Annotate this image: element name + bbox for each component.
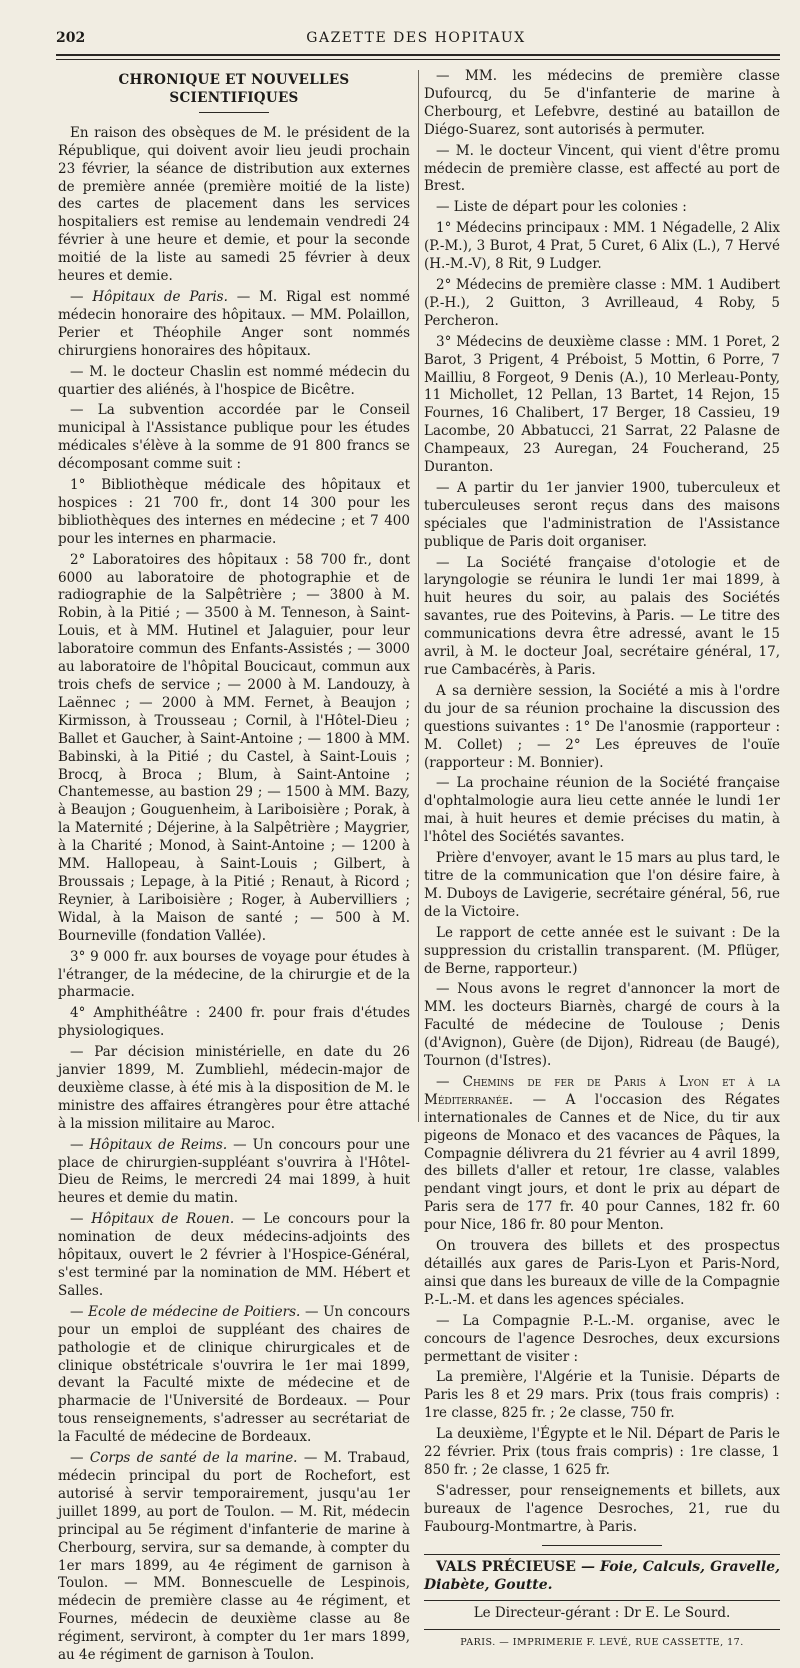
news-heading: Hôpitaux de Paris. (92, 288, 228, 305)
section-rule (199, 112, 269, 113)
news-heading: Hôpitaux de Reims. (89, 1136, 228, 1153)
ad-rule-top (424, 1554, 780, 1555)
left-column (58, 68, 410, 1668)
news-heading: Corps de santé de la marine. (89, 1450, 298, 1467)
ad-text: — Foie, Calculs, Gravelle, Diabète, Goutte. (424, 1558, 781, 1593)
news-paragraph: Prière d'envoyer, avant le 15 mars au plus tard, le titre de la communication que l'on désire faire, à M. Duboys de Lavigerie, secrétaire général, 56, rue de la Victoire. (424, 850, 780, 920)
news-text: — Un concours pour un emploi de suppléant des chaires de pathologie et de clinique chirurgicales et de clinique obstétricale s'ouvrira le 1er mai 1899, devant la Faculté mixte de médecine et de pharmacie de l'Université de Bordeaux. — Pour tous renseignements, s'adresser au secrétariat de la Faculté de médecine de Bordeaux. (58, 1303, 410, 1446)
news-text: — M. Trabaud, médecin principal du port de Rochefort, est autorisé à servir temporairement, jusqu'au 1er juillet 1899, au port de Toulon. — M. Rit, médecin principal au 5e régiment d'infanterie de marine à Cherbourg, servira, sur sa demande, à compter du 1er mars 1899, au 4e régiment de garnison à Toulon. — MM. Bonnescuelle de Lespinois, médecin de première classe au 4e régiment, et Fournes, médecin de deuxième classe au 8e régiment, serviront, à compter du 1er mars 1899, au 4e régiment de garnison à Toulon. (58, 1450, 411, 1664)
ad-brand: VALS PRÉCIEUSE (436, 1558, 576, 1575)
news-text: — A l'occasion des Régates internationales de Cannes et de Nice, du tir aux pigeons de Monaco et des vacances de Pâques, la Compagnie délivrera du 21 février au 4 avril 1899, des billets d'aller et retour, 1re classe, valables pendant vingt jours, et dont le prix au départ de Paris sera de 177 fr. 40 pour Cannes, 182 fr. 60 pour Nice, 186 fr. 80 pour Menton. (424, 1091, 780, 1234)
news-paragraph: 3° 9 000 fr. aux bourses de voyage pour études à l'étranger, de la médecine, de la chirurgie et de la pharmacie. (58, 948, 410, 1001)
footer-rule (424, 1629, 780, 1630)
news-paragraph: — Hôpitaux de Rouen. — Le concours pour la nomination de deux médecins-adjoints des hôpitaux, ouvert le 2 février à l'Hospice-Général, s'est terminé par la nomination de MM. Hébert et Salles. (58, 1211, 410, 1299)
news-paragraph: — Liste de départ pour les colonies : (436, 199, 687, 216)
header-rule (56, 54, 780, 56)
news-paragraph: 2° Médecins de première classe : MM. 1 Audibert (P.-H.), 2 Guitton, 3 Avrilleaud, 4 Roby, 5 Percheron. (424, 276, 780, 329)
separator-rule (542, 1545, 662, 1546)
news-heading: Ecole de médecine de Poitiers. (88, 1303, 301, 1320)
news-text: — Le concours pour la nomination de deux médecins-adjoints des hôpitaux, ouvert le 2 février à l'Hospice-Général, s'est terminé par la nomination de MM. Hébert et Salles. (58, 1211, 410, 1299)
news-text: — Un concours pour une place de chirurgien-suppléant s'ouvrira à l'Hôtel-Dieu de Reims, le mercredi 24 mai 1899, à huit heures et demie du matin. (58, 1136, 410, 1207)
page-header (56, 24, 776, 46)
news-paragraph: La première, l'Algérie et la Tunisie. Départs de Paris les 8 et 29 mars. Prix (tous frais compris) : 1re classe, 825 fr. ; 2e classe, 750 fr. (424, 1369, 780, 1422)
news-paragraph: 1° Médecins principaux : MM. 1 Négadelle, 2 Alix (P.-M.), 3 Burot, 4 Prat, 5 Curet, 6 Alix (L.), 7 Hervé (H.-M.-V), 8 Rit, 9 Ludger. (424, 220, 780, 273)
column-divider (418, 70, 419, 1122)
news-paragraph: La deuxième, l'Égypte et le Nil. Départ de Paris le 22 février. Prix (tous frais compris) : 1re classe, 1 850 fr. ; 2e classe, 1 625 fr. (424, 1426, 780, 1478)
news-paragraph: 1° Bibliothèque médicale des hôpitaux et hospices : 21 700 fr., dont 14 300 pour les bibliothèques des internes en médecine ; et 7 400 pour les internes en pharmacie. (58, 477, 410, 547)
news-paragraph: — Nous avons le regret d'annoncer la mort de MM. les docteurs Biarnès, chargé de cours à la Faculté de médecine de Toulouse ; Denis (d'Avignon), Guère (de Dijon), Ridreau (de Baugé), Tournon (d'Istres). (424, 981, 780, 1070)
news-paragraph: — M. le docteur Vincent, qui vient d'être promu médecin de première classe, est affecté au port de Brest. (424, 142, 780, 195)
news-paragraph: On trouvera des billets et des prospectus détaillés aux gares de Paris-Lyon et Paris-Nord, ainsi que dans les bureaux de ville de la Compagnie P.-L.-M. et dans les agences spéciales. (424, 1238, 780, 1308)
director-line: Le Directeur-gérant : Dr E. Le Sourd. (473, 1605, 731, 1622)
news-paragraph: 4° Amphithéâtre : 2400 fr. pour frais d'études physiologiques. (58, 1005, 410, 1040)
news-paragraph: — Chemins de fer de Paris à Lyon et à la Méditerranée. — A l'occasion des Régates internationales de Cannes et de Nice, du tir aux pigeons de Monaco et des vacances de Pâques, la Compagnie délivrera du 21 février au 4 avril 1899, des billets d'aller et retour, 1re classe, valables pendant vingt jours, et dont le prix au départ de Paris sera de 177 fr. 40 pour Cannes, 182 fr. 60 pour Nice, 186 fr. 80 pour Menton. (424, 1073, 780, 1234)
news-paragraph: — Ecole de médecine de Poitiers. — Un concours pour un emploi de suppléant des chaires de pathologie et de clinique chirurgicales et de clinique obstétricale s'ouvrira le 1er mai 1899, devant la Faculté mixte de médecine et de pharmacie de l'Université de Bordeaux. — Pour tous renseignements, s'adresser au secrétariat de la Faculté de médecine de Bordeaux. (58, 1303, 410, 1446)
news-paragraph: A sa dernière session, la Société a mis à l'ordre du jour de sa réunion prochaine la discussion des questions suivantes : 1° De l'anosmie (rapporteur : M. Collet) ; — 2° Les épreuves de l'ouïe (rapporteur : M. Bonnier). (424, 682, 780, 771)
page-number: 202 (56, 30, 86, 46)
journal-title: GAZETTE DES HOPITAUX (306, 30, 526, 46)
news-paragraph: — La prochaine réunion de la Société française d'ophtalmologie aura lieu cette année le lundi 1er mai, à huit heures et demie précises du matin, à l'hôtel des Sociétés savantes. (424, 775, 780, 846)
news-paragraph: — Hôpitaux de Paris. — M. Rigal est nommé médecin honoraire des hôpitaux. — MM. Polaillon, Perier et Théophile Anger sont nommés chirurgiens honoraires des hôpitaux. (58, 288, 410, 359)
news-paragraph: — MM. les médecins de première classe Dufourcq, du 5e d'infanterie de marine à Cherbourg, et Lefebvre, destiné au bataillon de Diégo-Suarez, sont autorisés à permuter. (424, 68, 780, 138)
advertisement (424, 1559, 780, 1595)
news-paragraph: S'adresser, pour renseignements et billets, aux bureaux de l'agence Desroches, 21, rue du Faubourg-Montmartre, à Paris. (424, 1482, 780, 1535)
news-text: — M. Rigal est nommé médecin honoraire des hôpitaux. — MM. Polaillon, Perier et Théophile Anger sont nommés chirurgiens honoraires des hôpitaux. (58, 288, 410, 359)
news-paragraph: — La Compagnie P.-L.-M. organise, avec le concours de l'agence Desroches, deux excursions permettant de visiter : (424, 1312, 780, 1365)
news-paragraph: — La Société française d'otologie et de laryngologie se réunira le lundi 1er mai 1899, à huit heures du soir, au palais des Sociétés savantes, rue des Poitevins, à Paris. — Le titre des communications devra être adressé, avant le 15 avril, à M. le docteur Joal, secrétaire général, 17, rue Cambacérès, à Paris. (424, 554, 780, 678)
news-paragraph: — A partir du 1er janvier 1900, tuberculeux et tuberculeuses seront reçus dans des maisons spéciales que l'administration de l'Assistance publique de Paris doit organiser. (424, 479, 780, 550)
section-title: CHRONIQUE ET NOUVELLES SCIENTIFIQUES (118, 72, 350, 106)
news-heading: Hôpitaux de Rouen. (91, 1211, 235, 1228)
news-paragraph: — Hôpitaux de Reims. — Un concours pour une place de chirurgien-suppléant s'ouvrira à l'Hôtel-Dieu de Reims, le mercredi 24 mai 1899, à huit heures et demie du matin. (58, 1136, 410, 1207)
news-paragraph: 3° Médecins de deuxième classe : MM. 1 Poret, 2 Barot, 3 Prigent, 4 Préboist, 5 Mottin, 6 Porre, 7 Mailliu, 8 Forgeot, 9 Denis (A.), 10 Merleau-Ponty, 11 Michollet, 12 Pellan, 13 Bartet, 14 Rejon, 15 Fournes, 16 Chalibert, 17 Berger, 18 Cassieu, 19 Lacombe, 20 Abbatucci, 21 Sarrat, 22 Palasne de Champeaux, 23 Auregan, 24 Foucherand, 25 Duranton. (424, 333, 780, 476)
right-column (424, 68, 780, 1652)
printer-line: PARIS. — IMPRIMERIE F. LEVÉ, RUE CASSETTE, 17. (460, 1637, 744, 1649)
news-paragraph: — M. le docteur Chaslin est nommé médecin du quartier des aliénés, à l'hospice de Bicêtre. (58, 363, 410, 398)
news-paragraph: En raison des obsèques de M. le président de la République, qui doivent avoir lieu jeudi prochain 23 février, la séance de distribution aux externes de première année (première moitié de la liste) des cartes de placement dans les services hospitaliers est remise au lendemain vendredi 24 février à une heure et demie, et pour la seconde moitié de la liste au samedi 25 février à deux heures et demie. (58, 124, 410, 285)
news-paragraph: 2° Laboratoires des hôpitaux : 58 700 fr., dont 6000 au laboratoire de photographie et de radiographie de la Salpêtrière ; — 3800 à M. Robin, à la Pitié ; — 3500 à M. Tenneson, à Saint-Louis, et à MM. Hutinel et Jalaguier, pour leur laboratoire commun des Enfants-Assistés ; — 3000 au laboratoire de l'hôpital Boucicaut, commun aux trois chefs de service ; — 2000 à M. Landouzy, à Laënnec ; — 2000 à MM. Fernet, à Beaujon ; Kirmisson, à Trousseau ; Cornil, à l'Hôtel-Dieu ; Ballet et Gaucher, à Saint-Antoine ; — 1800 à MM. Babinski, à la Pitié ; du Castel, à Saint-Louis ; Brocq, à Broca ; Blum, à Saint-Antoine ; Chantemesse, au bastion 29 ; — 1500 à MM. Bazy, à Beaujon ; Gouguenheim, à Lariboisière ; Porak, à la Maternité ; Déjerine, à la Salpêtrière ; Maygrier, à la Charité ; Monod, à Saint-Antoine ; — 1200 à MM. Hallopeau, à Saint-Louis ; Gilbert, à Broussais ; Lepage, à la Pitié ; Renaut, à Ricord ; Reynier, à Lariboisière ; Roger, à Aubervilliers ; Widal, à la Maison de santé ; — 500 à M. Bourneville (fondation Vallée). (58, 551, 410, 944)
news-paragraph: — La subvention accordée par le Conseil municipal à l'Assistance publique pour les études médicales s'élève à la somme de 91 800 francs se décomposant comme suit : (58, 402, 410, 473)
news-paragraph: Le rapport de cette année est le suivant : De la suppression du cristallin transparent. (M. Pflüger, de Berne, rapporteur.) (424, 924, 780, 977)
news-paragraph: — Par décision ministérielle, en date du 26 janvier 1899, M. Zumbliehl, médecin-major de deuxième classe, à été mis à la disposition de M. le ministre des affaires étrangères pour être attaché à la mission militaire au Maroc. (58, 1044, 410, 1132)
ad-rule-bottom (424, 1600, 780, 1601)
news-heading: Chemins de fer de Paris à Lyon et à la Méditerranée. (424, 1073, 780, 1108)
news-paragraph: — Corps de santé de la marine. — M. Trabaud, médecin principal du port de Rochefort, est autorisé à servir temporairement, jusqu'au 1er juillet 1899, au port de Toulon. — M. Rit, médecin principal au 5e régiment d'infanterie de marine à Cherbourg, servira, sur sa demande, à compter du 1er mars 1899, au 4e régiment de garnison à Toulon. — MM. Bonnescuelle de Lespinois, médecin de première classe au 4e régiment, et Fournes, médecin de deuxième classe au 8e régiment, serviront, à compter du 1er mars 1899, au 4e régiment de garnison à Toulon. (58, 1450, 411, 1664)
header-rule-thin (56, 59, 780, 60)
